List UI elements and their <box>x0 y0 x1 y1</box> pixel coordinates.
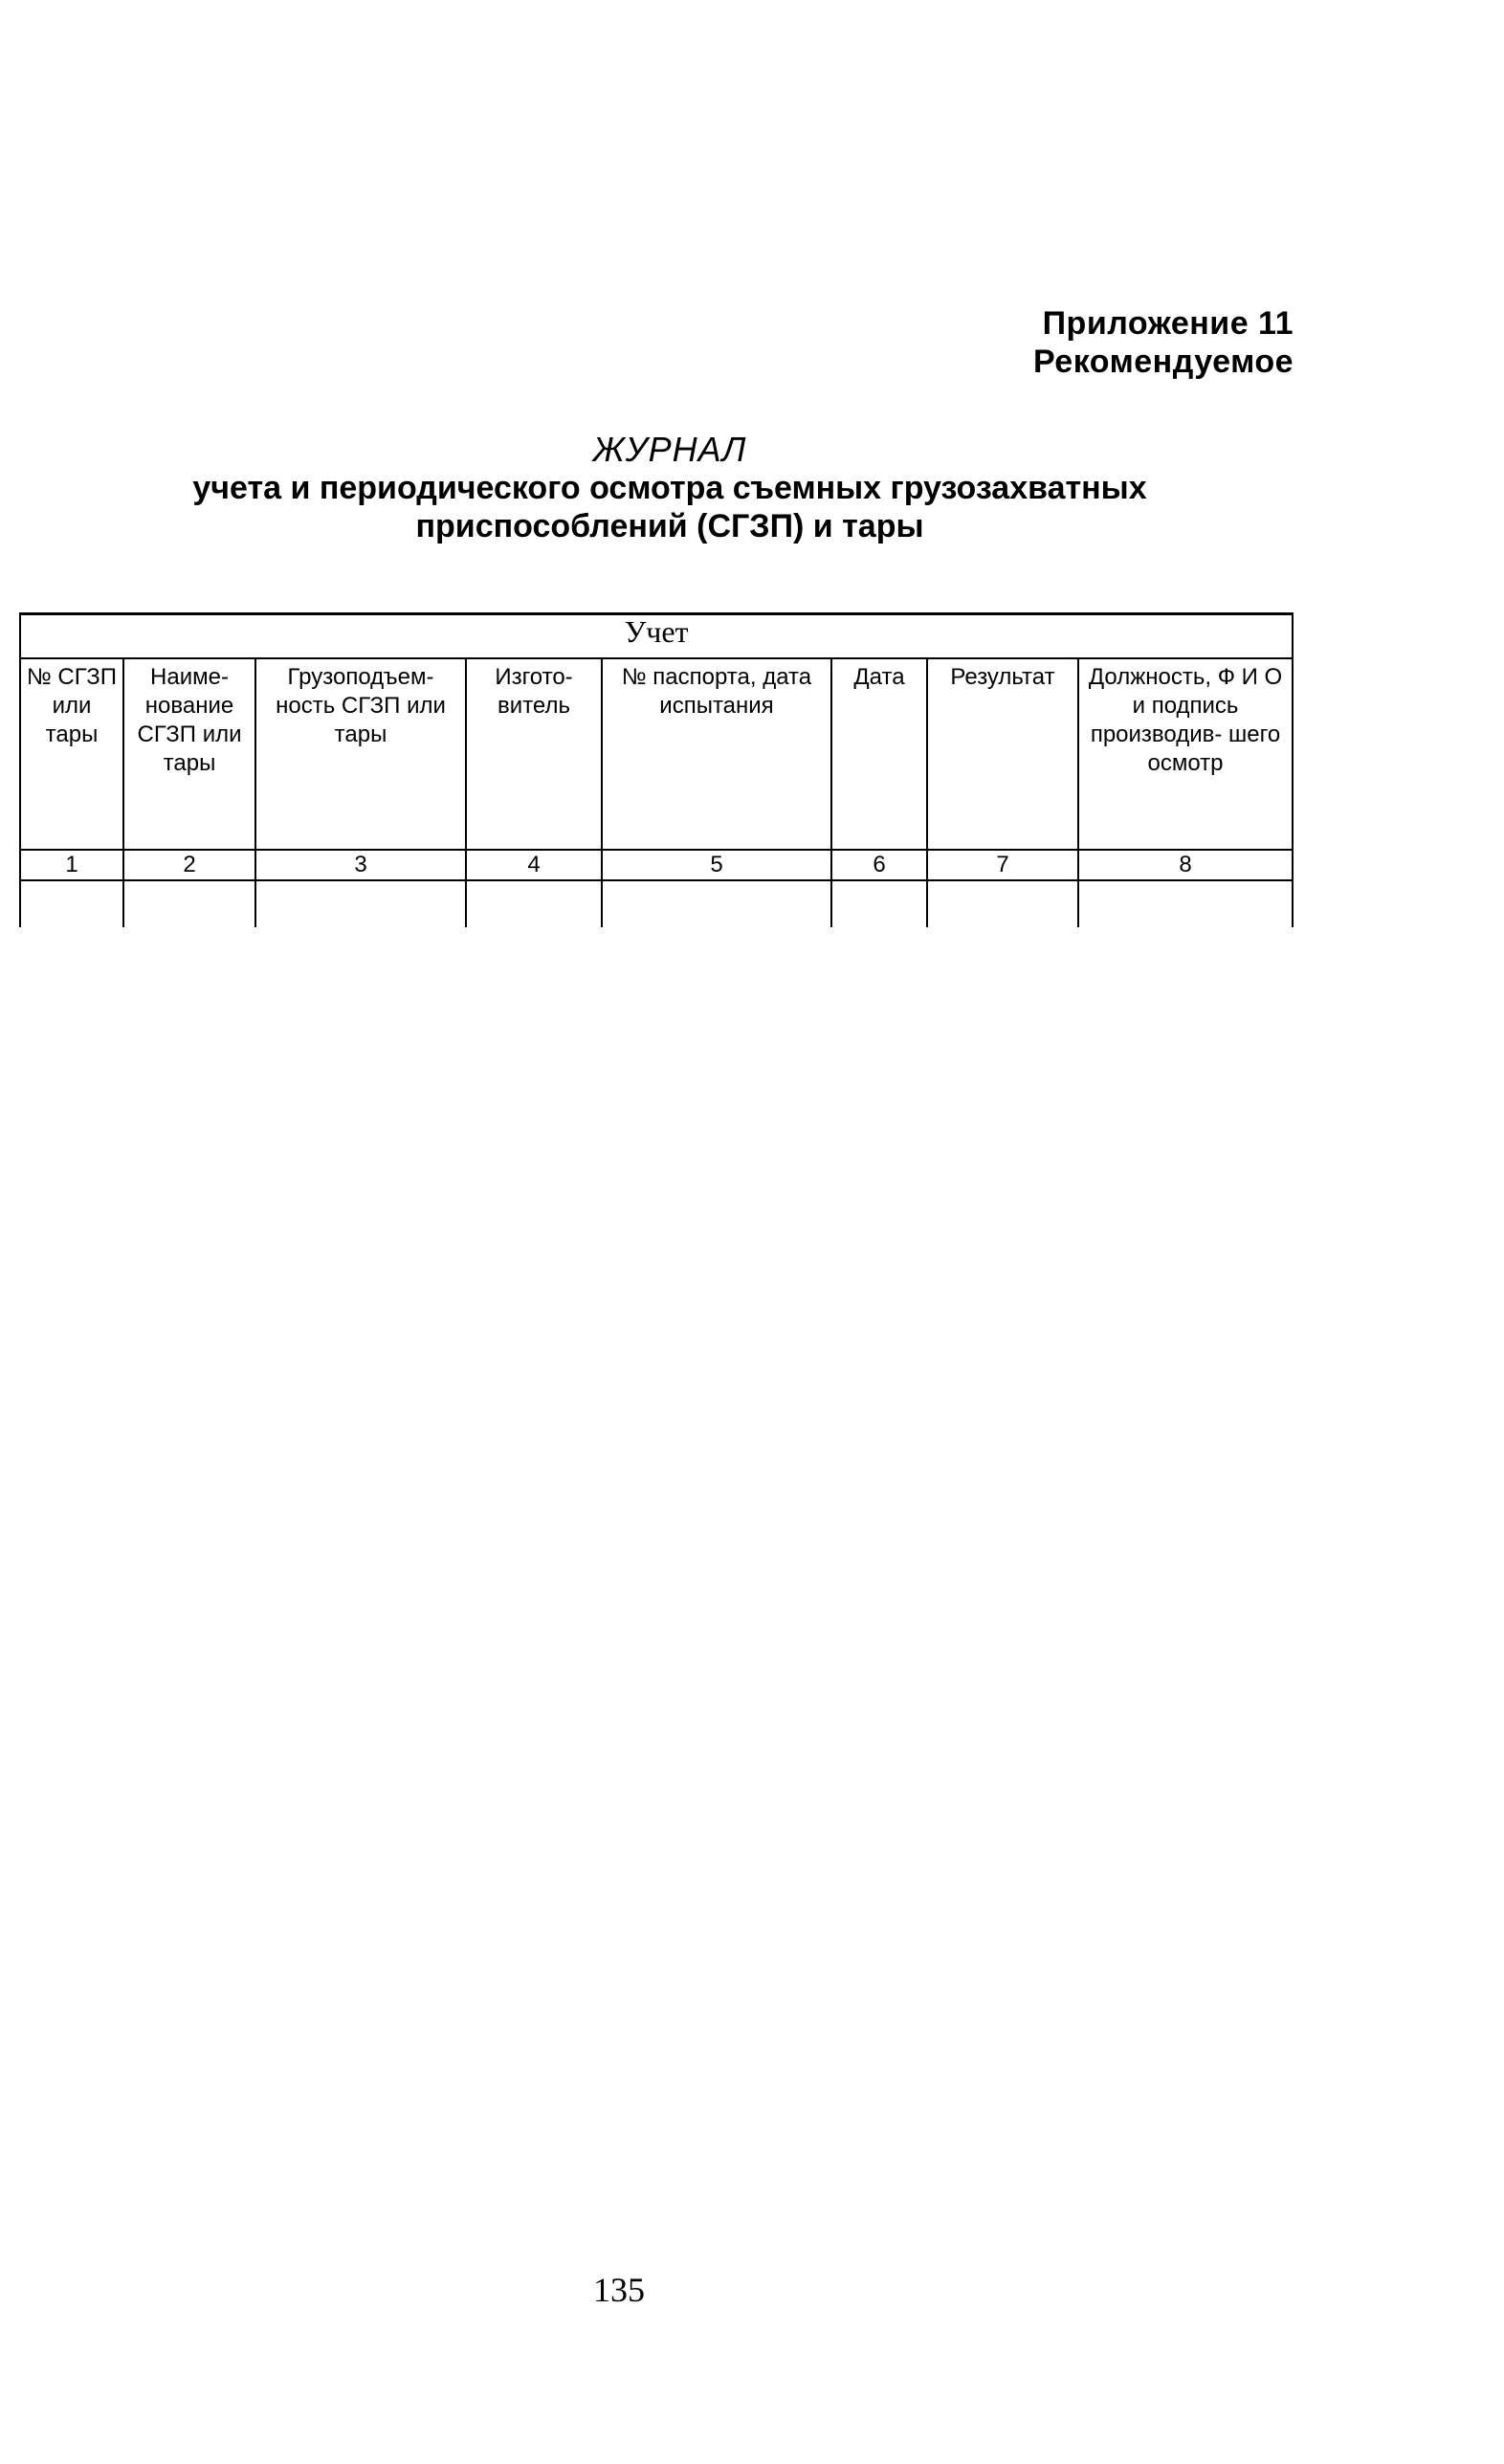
column-header-capacity: Грузоподъем- ность СГЗП или тары <box>255 658 466 850</box>
column-header-item-number: № СГЗП или тары <box>20 658 123 850</box>
column-number: 8 <box>1078 850 1293 880</box>
column-number: 1 <box>20 850 123 880</box>
column-number: 4 <box>466 850 602 880</box>
column-number: 7 <box>927 850 1078 880</box>
column-header-result: Результат <box>927 658 1078 850</box>
empty-cell <box>255 880 466 927</box>
column-number: 3 <box>255 850 466 880</box>
group-header-accounting: Учет <box>20 614 1293 659</box>
title-main: ЖУРНАЛ <box>592 430 747 469</box>
journal-table-wrapper <box>19 612 1292 927</box>
page-number: 135 <box>593 2271 645 2309</box>
empty-cell <box>831 880 927 927</box>
table-row <box>20 880 1293 927</box>
appendix-status: Рекомендуемое <box>1032 344 1294 380</box>
column-header-date: Дата <box>831 658 927 850</box>
empty-cell <box>927 880 1078 927</box>
appendix-number: Приложение 11 <box>1042 305 1294 342</box>
empty-cell <box>602 880 831 927</box>
empty-cell <box>123 880 255 927</box>
column-number: 2 <box>123 850 255 880</box>
empty-cell <box>466 880 602 927</box>
column-header-inspector: Должность, Ф И О и подпись производив- шего осмотр <box>1078 658 1293 850</box>
column-header-row <box>20 658 1293 850</box>
journal-table <box>19 612 1294 927</box>
column-header-passport: № паспорта, дата испытания <box>602 658 831 850</box>
empty-cell <box>1078 880 1293 927</box>
journal-title <box>96 431 1244 545</box>
column-number-row <box>20 850 1293 880</box>
empty-cell <box>20 880 123 927</box>
appendix-label <box>1033 304 1294 381</box>
title-line-2: учета и периодического осмотра съемных грузозахватных <box>192 470 1147 506</box>
column-number: 5 <box>602 850 831 880</box>
title-line-3: приспособлений (СГЗП) и тары <box>415 508 924 544</box>
column-header-manufacturer: Изгото- витель <box>466 658 602 850</box>
column-number: 6 <box>831 850 927 880</box>
column-header-name: Наиме- нование СГЗП или тары <box>123 658 255 850</box>
